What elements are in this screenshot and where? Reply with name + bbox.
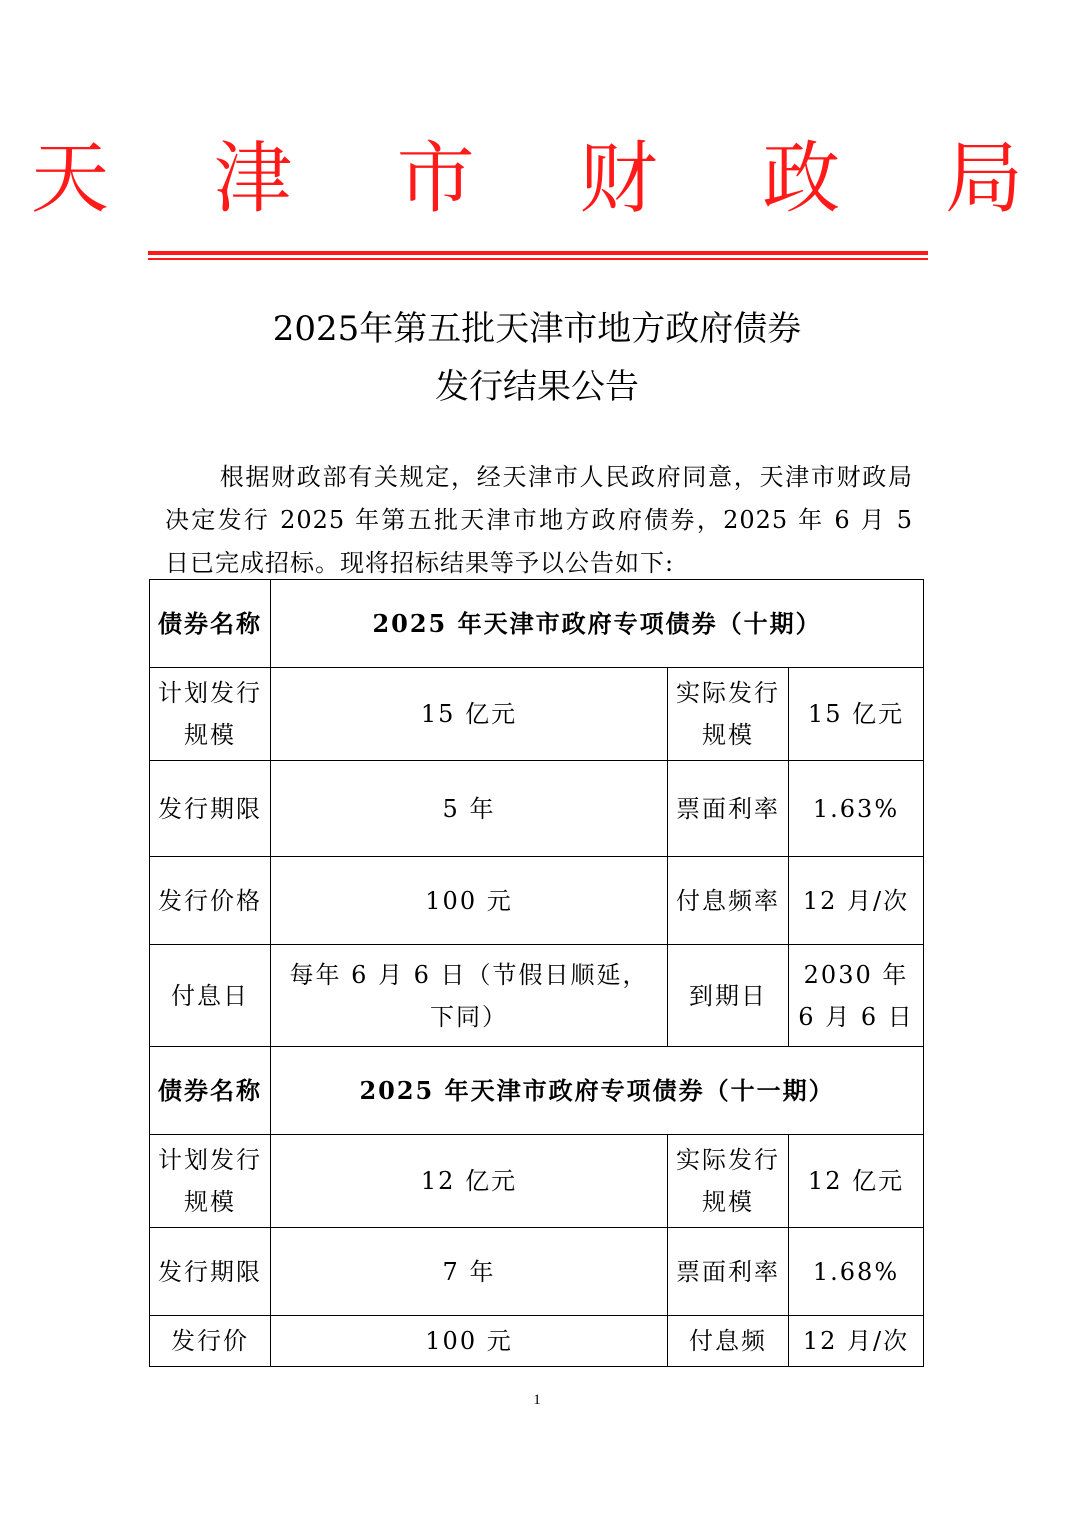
price-value: 100 元 — [271, 1316, 668, 1367]
coupon-value: 1.63% — [789, 761, 924, 857]
doc-title-line1: 2025年第五批天津市地方政府债券 — [272, 309, 802, 349]
planned-size-value: 15 亿元 — [271, 668, 668, 761]
label-planned-size: 计划发行规模 — [150, 1135, 271, 1228]
table-row — [150, 580, 924, 668]
label-maturity: 到期日 — [668, 945, 789, 1047]
actual-size-value: 15 亿元 — [789, 668, 924, 761]
actual-size-value: 12 亿元 — [789, 1135, 924, 1228]
table-row — [150, 1316, 924, 1367]
doc-title-line2: 发行结果公告 — [435, 367, 639, 407]
header-rule-thin — [148, 258, 928, 260]
label-price-partial: 发行价 — [150, 1316, 271, 1367]
label-term: 发行期限 — [150, 761, 271, 857]
pay-date-value: 每年 6 月 6 日（节假日顺延，下同） — [271, 945, 668, 1047]
price-value: 100 元 — [271, 857, 668, 945]
bond-results-table — [149, 579, 924, 1367]
header-rule-thick — [148, 251, 928, 255]
coupon-value: 1.68% — [789, 1228, 924, 1316]
table-row — [150, 761, 924, 857]
table-row — [150, 668, 924, 761]
label-frequency: 付息频率 — [668, 857, 789, 945]
term-value: 5 年 — [271, 761, 668, 857]
table-row — [150, 945, 924, 1047]
table-row — [150, 1047, 924, 1135]
term-value: 7 年 — [271, 1228, 668, 1316]
label-coupon: 票面利率 — [668, 1228, 789, 1316]
label-actual-size: 实际发行规模 — [668, 1135, 789, 1228]
label-actual-size: 实际发行规模 — [668, 668, 789, 761]
label-price: 发行价格 — [150, 857, 271, 945]
frequency-value: 12 月/次 — [789, 857, 924, 945]
label-planned-size: 计划发行规模 — [150, 668, 271, 761]
frequency-value: 12 月/次 — [789, 1316, 924, 1367]
bond-name: 2025 年天津市政府专项债券（十期） — [271, 580, 924, 668]
issuer-header: 天 津 市 财 政 局 — [31, 134, 1063, 224]
table-row — [150, 1135, 924, 1228]
page-number: 1 — [533, 1392, 541, 1408]
bond-name: 2025 年天津市政府专项债券（十一期） — [271, 1047, 924, 1135]
planned-size-value: 12 亿元 — [271, 1135, 668, 1228]
maturity-value: 2030 年 6 月 6 日 — [789, 945, 924, 1047]
label-bond-name: 债券名称 — [150, 580, 271, 668]
label-frequency-partial: 付息频 — [668, 1316, 789, 1367]
label-bond-name: 债券名称 — [150, 1047, 271, 1135]
table-row — [150, 857, 924, 945]
intro-text: 根据财政部有关规定，经天津市人民政府同意，天津市财政局决定发行 2025 年第五批天津市地方政府债券，2025 年 6 月 5 日已完成招标。现将招标结果等予以公告如下: — [165, 463, 913, 577]
intro-paragraph — [165, 456, 913, 585]
label-term: 发行期限 — [150, 1228, 271, 1316]
label-pay-date: 付息日 — [150, 945, 271, 1047]
label-coupon: 票面利率 — [668, 761, 789, 857]
table-row — [150, 1228, 924, 1316]
